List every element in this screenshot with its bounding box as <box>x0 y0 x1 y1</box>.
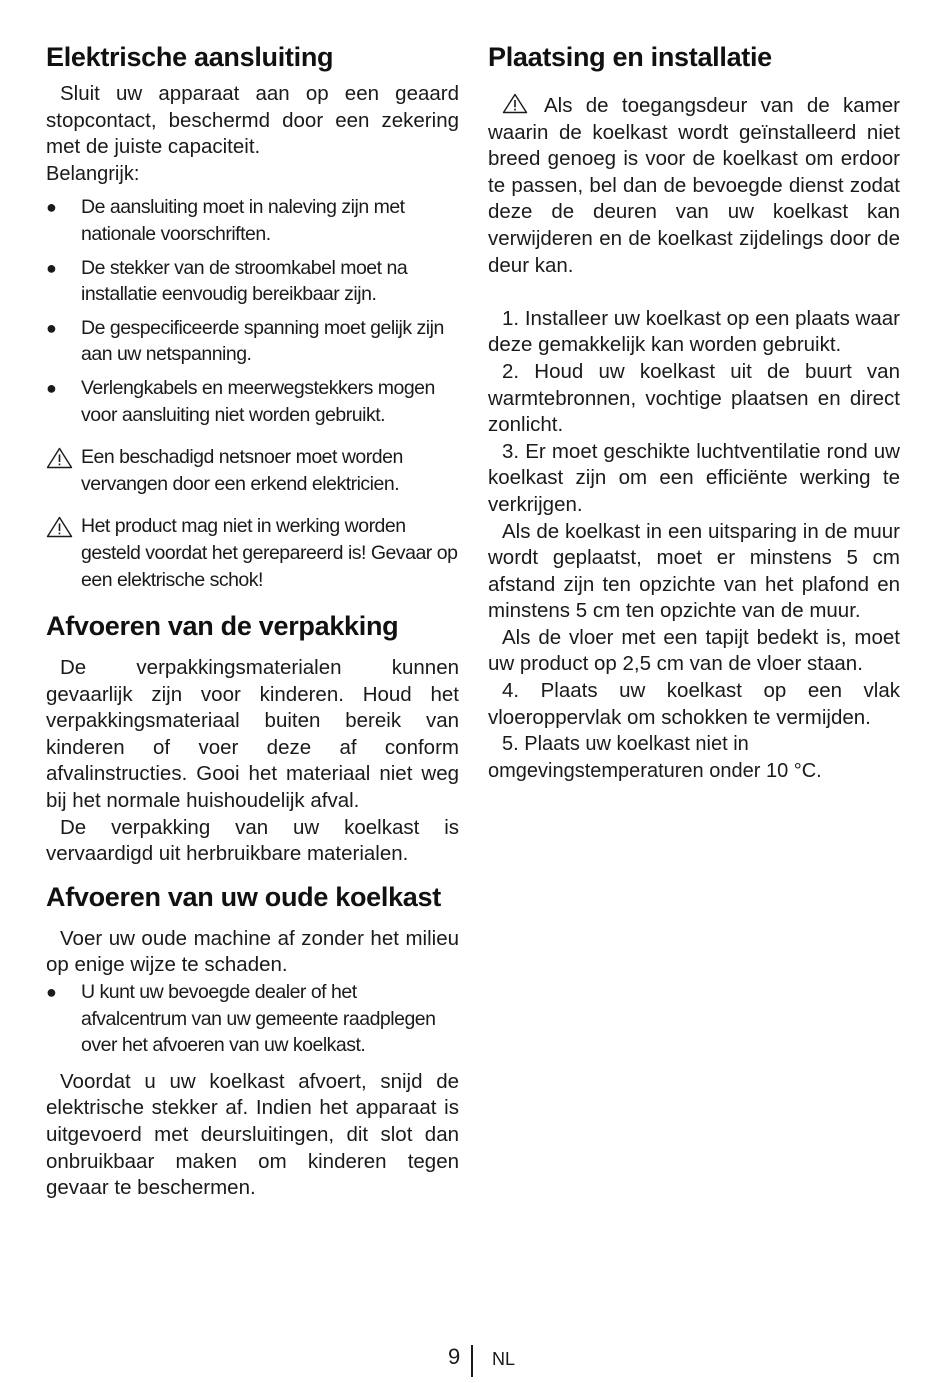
installation-step: 5. Plaats uw koelkast niet in omgevingstemperaturen onder 10 °C. <box>488 733 822 782</box>
installation-step: Als de vloer met een tapijt bedekt is, moet uw product op 2,5 cm van de vloer staan. <box>488 625 900 676</box>
warning-triangle-icon <box>46 447 73 469</box>
old-fridge-intro: Voer uw oude machine af zonder het milieu op enige wijze te schaden. <box>46 926 459 977</box>
list-item: ● De gespecificeerde spanning moet gelijk zijn aan uw netspanning. <box>46 316 444 366</box>
section-placement-installation <box>488 38 900 784</box>
warning-damaged-cord: Een beschadigd netsnoer moet worden vervangen door een erkend elektricien. <box>46 444 459 497</box>
footer-divider <box>471 1345 473 1377</box>
warning-triangle-icon <box>502 93 528 114</box>
section-title-packaging: Afvoeren van de verpakking <box>46 611 399 642</box>
bullet-dot-icon: ● <box>46 257 57 278</box>
installation-step: 4. Plaats uw koelkast op een vlak vloeroppervlak om schokken te vermijden. <box>488 679 900 729</box>
section-title-electrical: Elektrische aansluiting <box>46 42 334 72</box>
warning-repair-first: Het product mag niet in werking worden gesteld voordat het gerepareerd is! Gevaar op een elektrische schok! <box>46 513 459 593</box>
section-title-old-fridge: Afvoeren van uw oude koelkast <box>46 881 441 912</box>
section-electrical-connection <box>46 38 459 593</box>
installation-step: 1. Installeer uw koelkast op een plaats waar deze gemakkelijk kan worden gebruikt. <box>488 306 900 357</box>
old-fridge-outro: Voordat u uw koelkast afvoert, snijd de elektrische stekker af. Indien het apparaat is uitgevoerd met deursluitingen, dit slot dan onbruikbaar maken om kinderen tegen gevaar te beschermen. <box>46 1069 459 1200</box>
bullet-dot-icon: ● <box>46 317 57 338</box>
page-number: 9 <box>448 1344 461 1369</box>
list-item: ● De aansluiting moet in naleving zijn met nationale voorschriften. <box>46 196 405 245</box>
list-item: ● De stekker van de stroomkabel moet na installatie eenvoudig bereikbaar zijn. <box>46 256 408 306</box>
section-title-placement: Plaatsing en installatie <box>488 42 772 72</box>
section-packaging-disposal <box>46 607 459 868</box>
bullet-dot-icon: ● <box>46 982 57 1003</box>
right-column <box>488 38 900 784</box>
electrical-bullet-list <box>46 194 459 428</box>
installation-steps <box>488 306 900 785</box>
language-code: NL <box>492 1349 516 1369</box>
packaging-paragraph: De verpakking van uw koelkast is vervaardigd uit herbruikbare materialen. <box>46 815 459 866</box>
important-label: Belangrijk: <box>46 162 140 185</box>
installation-step: Als de koelkast in een uitsparing in de muur wordt geplaatst, moet er minstens 5 cm afstand zijn ten opzichte van het plafond en minstens 5 cm ten opzichte van de muur. <box>488 519 900 623</box>
page-footer <box>0 1343 950 1377</box>
bullet-dot-icon: ● <box>46 377 57 398</box>
bullet-dot-icon: ● <box>46 197 57 218</box>
list-item: ● Verlengkabels en meerwegstekkers mogen voor aansluiting niet worden gebruikt. <box>46 376 435 426</box>
placement-warning: Als de toegangsdeur van de kamer waarin de koelkast wordt geïnstalleerd niet breed genoeg is voor de koelkast om erdoor te passen, bel dan de bevoegde dienst zodat deze de deuren van uw koelkast kan verwijderen en de koelkast zijdelings door de deur kan. <box>488 94 900 277</box>
old-fridge-bullet-list <box>46 979 459 1059</box>
packaging-paragraph: De verpakkingsmaterialen kunnen gevaarlijk zijn voor kinderen. Houd het verpakkingsmateriaal buiten bereik van kinderen of voer deze af conform afvalinstructies. Gooi het materiaal niet weg bij het normale huishoudelijk afval. <box>46 656 459 813</box>
list-item: ● U kunt uw bevoegde dealer of het afvalcentrum van uw gemeente raadplegen over het afvoeren van uw koelkast. <box>46 981 436 1057</box>
installation-step: 2. Houd uw koelkast uit de buurt van warmtebronnen, vochtige plaatsen en direct zonlicht. <box>488 359 900 437</box>
left-column <box>46 38 459 1202</box>
electrical-intro: Sluit uw apparaat aan op een geaard stopcontact, beschermd door een zekering met de juiste capaciteit. <box>46 82 459 159</box>
installation-step: 3. Er moet geschikte luchtventilatie rond uw koelkast zijn om een efficiënte werking te verkrijgen. <box>488 439 900 516</box>
warning-triangle-icon <box>46 516 73 538</box>
section-old-fridge-disposal <box>46 878 459 1202</box>
